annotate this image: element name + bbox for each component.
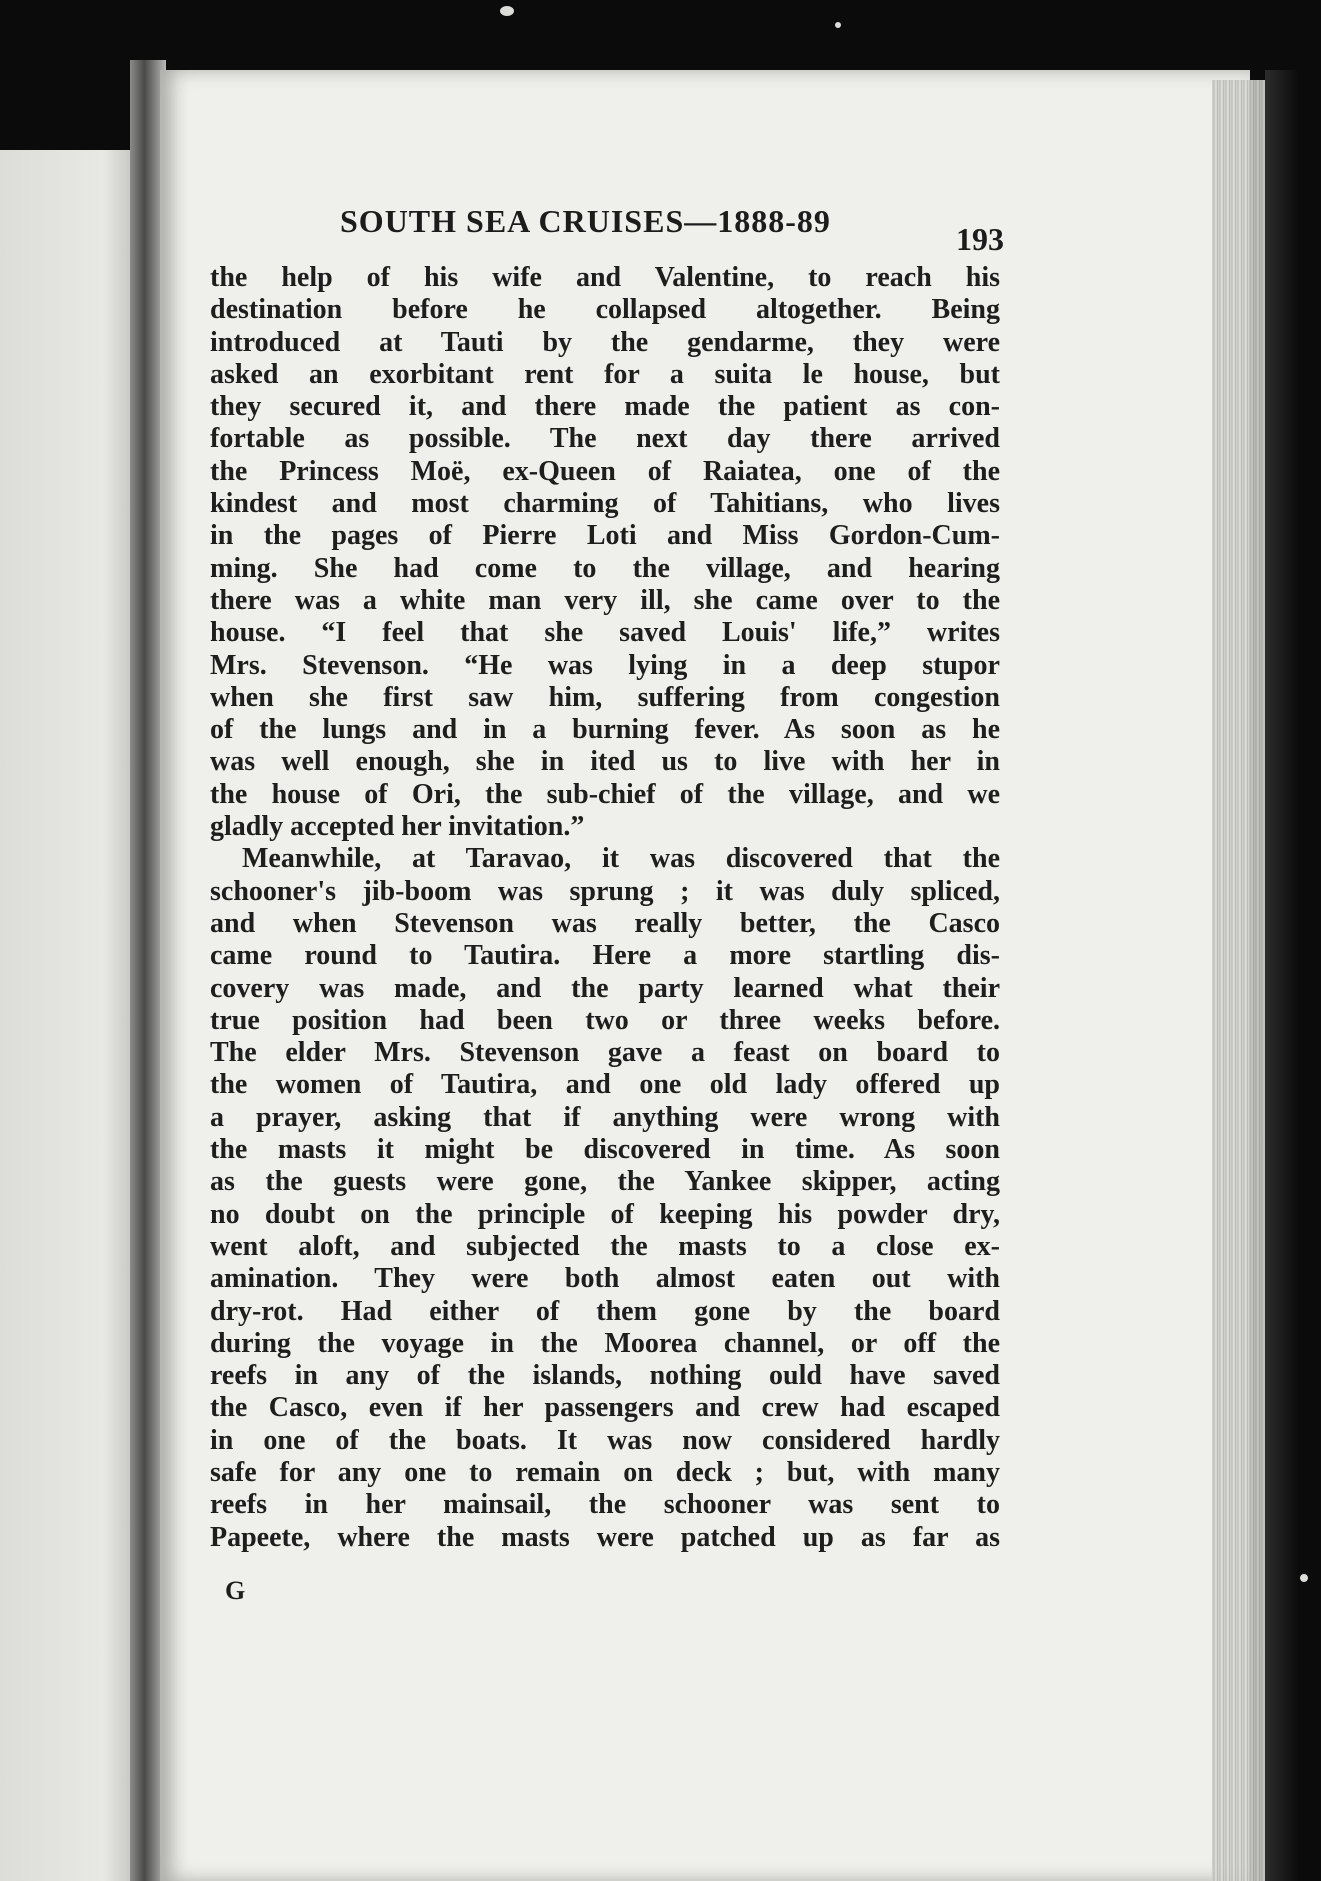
body-line: reefs in any of the islands, nothing ould have saved	[210, 1360, 1000, 1392]
body-line: and when Stevenson was really better, the Casco	[210, 907, 1000, 939]
body-line: kindest and most charming of Tahitians, who lives	[210, 488, 1000, 520]
body-line: gladly accepted her invitation.”	[210, 811, 585, 843]
page-edge-shadow	[1265, 70, 1321, 1881]
body-line: the help of his wife and Valentine, to reach his	[210, 262, 1000, 293]
body-line: reefs in her mainsail, the schooner was sent to	[210, 1489, 1000, 1521]
body-line: when she first saw him, suffering from congestion	[210, 681, 1000, 713]
body-line: safe for any one to remain on deck ; but, with many	[210, 1456, 1000, 1488]
body-line: fortable as possible. The next day there arrived	[210, 423, 1000, 455]
body-line: covery was made, and the party learned what their	[210, 972, 1000, 1004]
body-line: in the pages of Pierre Loti and Miss Gordon-Cum-	[210, 520, 1000, 552]
body-line: there was a white man very ill, she came over to the	[210, 584, 1000, 616]
body-line: went aloft, and subjected the masts to a close ex-	[210, 1230, 1000, 1262]
body-line: the Casco, even if her passengers and crew had escaped	[210, 1392, 1000, 1424]
scan-speck	[1300, 1574, 1308, 1582]
body-line: The elder Mrs. Stevenson gave a feast on board to	[210, 1037, 1000, 1069]
body-text	[210, 262, 1000, 1554]
body-line: during the voyage in the Moorea channel, or off the	[210, 1327, 1000, 1359]
body-line: was well enough, she in ited us to live with her in	[210, 746, 1000, 778]
body-line: they secured it, and there made the patient as con-	[210, 391, 1000, 423]
signature-mark: G	[225, 1576, 246, 1605]
body-line: came round to Tautira. Here a more startling dis-	[210, 940, 1000, 972]
body-line: ming. She had come to the village, and hearing	[210, 552, 1000, 584]
body-line: the house of Ori, the sub-chief of the village, and we	[210, 778, 1000, 810]
body-line: as the guests were gone, the Yankee skipper, acting	[210, 1166, 1000, 1198]
body-line: house. “I feel that she saved Louis' life,” writes	[210, 617, 1000, 649]
body-line: dry-rot. Had either of them gone by the board	[210, 1295, 1000, 1327]
scan-speck	[500, 6, 514, 16]
page-edges	[1212, 80, 1272, 1881]
body-line: destination before he collapsed altogether. Being	[210, 294, 1000, 326]
body-line: a prayer, asking that if anything were wrong with	[210, 1101, 1000, 1133]
body-line: in one of the boats. It was now considered hardly	[210, 1424, 1000, 1456]
body-line: no doubt on the principle of keeping his powder dry,	[210, 1198, 1000, 1230]
body-line: Papeete, where the masts were patched up as far as	[210, 1521, 1000, 1553]
body-line: Meanwhile, at Taravao, it was discovered that the	[242, 843, 1000, 875]
left-facing-page	[0, 150, 148, 1881]
body-line: true position had been two or three weeks before.	[210, 1004, 1000, 1036]
body-line: the masts it might be discovered in time. As soon	[210, 1134, 1000, 1166]
body-line: of the lungs and in a burning fever. As soon as he	[210, 714, 1000, 746]
body-line: amination. They were both almost eaten out with	[210, 1263, 1000, 1295]
body-line: Mrs. Stevenson. “He was lying in a deep stupor	[210, 649, 1000, 681]
body-line: the women of Tautira, and one old lady offered up	[210, 1069, 1000, 1101]
running-header: SOUTH SEA CRUISES—1888-89	[340, 203, 831, 239]
body-line: the Princess Moë, ex-Queen of Raiatea, one of the	[210, 455, 1000, 487]
body-line: asked an exorbitant rent for a suita le house, but	[210, 358, 1000, 390]
body-line: introduced at Tauti by the gendarme, they were	[210, 326, 1000, 358]
page-number: 193	[956, 221, 1004, 257]
scan-speck	[835, 22, 841, 28]
body-line: schooner's jib-boom was sprung ; it was duly spliced,	[210, 875, 1000, 907]
